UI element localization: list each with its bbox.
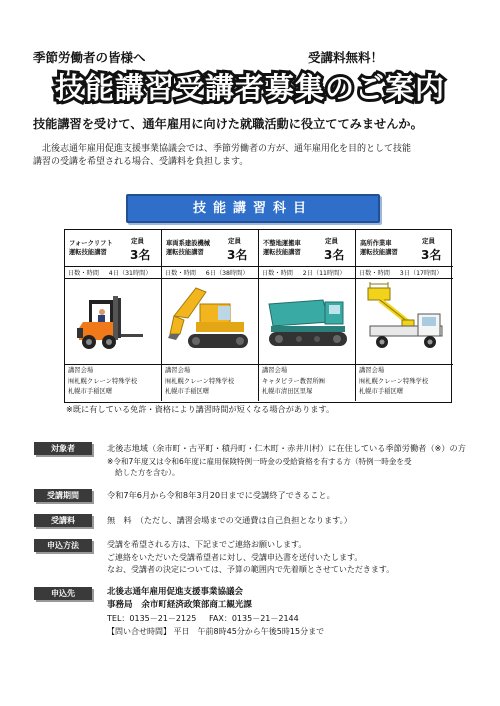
course-name xyxy=(69,239,129,257)
target-text: 北後志地域（余市町・古平町・積丹町・仁木町・赤井川村）に在住している季節労働者（※）の方 xyxy=(107,443,466,453)
duration-label: 日数・時間 xyxy=(165,270,196,277)
intro-paragraph xyxy=(33,143,473,169)
venue-label: 講習会場 xyxy=(359,367,385,374)
contact-label: 申込先 xyxy=(34,587,92,600)
period-label: 受講期間 xyxy=(34,489,92,502)
forklift-image xyxy=(69,282,158,362)
venue-address: 札幌市手稲区曙 xyxy=(359,388,404,395)
apply-label: 申込方法 xyxy=(34,539,92,552)
course-construction-machine xyxy=(162,230,259,401)
course-name-line-2: 運転技能講習 xyxy=(69,249,107,256)
target-note-line-1: ※令和7年度又は令和6年度に雇用保険特例一時金の受給資格を有する方（特例一時金を受 xyxy=(107,457,412,466)
course-duration xyxy=(68,268,160,277)
capacity-label: 定員 xyxy=(325,237,338,245)
fee-text: 無 料 （ただし、講習会場までの交通費は自己負担となります。） xyxy=(107,515,352,525)
course-name xyxy=(166,239,226,257)
contact-hours: 【問い合せ時間】 平日 午前8時45分から午後5時15分まで xyxy=(107,627,325,636)
course-forklift xyxy=(65,230,162,401)
course-name-line-2: 運転技能講習 xyxy=(360,249,398,256)
duration-value: 3日（17時間） xyxy=(399,270,443,277)
venue-address: 札幌市清田区里塚 xyxy=(262,388,313,395)
venue-label: 講習会場 xyxy=(68,367,94,374)
course-name xyxy=(360,239,420,257)
apply-line-3: なお、受講者の決定については、予算の範囲内で先着順とさせていただきます。 xyxy=(107,565,395,574)
apply-line-2: ご連絡をいただいた受講希望者に対し、受講申込書を送付いたします。 xyxy=(107,552,363,562)
venue-address: 札幌市手稲区曙 xyxy=(68,388,113,395)
course-name-line-1: 不整地運搬車 xyxy=(263,240,301,247)
aerial-work-platform-image xyxy=(360,282,449,362)
course-duration xyxy=(262,268,354,277)
duration-label: 日数・時間 xyxy=(262,270,293,277)
audience-text: 季節労働者の皆様へ xyxy=(33,50,146,65)
free-notice: 受講料無料！ xyxy=(308,50,384,65)
intro-line-2: 講習の受講を希望される場合、受講料を負担します。 xyxy=(33,157,249,167)
lead-text: 技能講習を受けて、通年雇用に向けた就職活動に役立ててみませんか。 xyxy=(33,117,423,131)
courses-note: ※既に有している免許・資格により講習時間が短くなる場合があります。 xyxy=(66,404,335,414)
courses-banner: 技能講習科目 xyxy=(126,194,380,223)
tel-number: TEL：0135－21－2125 xyxy=(107,614,197,623)
apply-text xyxy=(107,539,477,577)
venue-name: ㈲札幌クレーン特殊学校 xyxy=(359,377,429,385)
capacity-value: 3名 xyxy=(130,248,151,262)
capacity-value: 3名 xyxy=(227,248,248,262)
duration-label: 日数・時間 xyxy=(359,270,390,277)
capacity-value: 3名 xyxy=(324,248,345,262)
capacity-label: 定員 xyxy=(228,237,241,245)
intro-line-1: 北後志通年雇用促進支援事業協議会では、季節労働者の方が、通年雇用化を目的として技能 xyxy=(42,144,412,154)
venue-label: 講習会場 xyxy=(262,367,288,374)
page-title-text: 技能講習受講者募集のご案内 xyxy=(54,71,445,105)
capacity-value: 3名 xyxy=(421,248,442,262)
course-duration xyxy=(165,268,257,277)
course-venue xyxy=(359,366,428,398)
target-label: 対象者 xyxy=(34,442,92,455)
course-crawler-carrier xyxy=(259,230,356,401)
duration-value: 6日（38時間） xyxy=(205,270,249,277)
fax-number: FAX：0135－21－2144 xyxy=(209,614,299,623)
capacity-label: 定員 xyxy=(422,237,435,245)
target-note xyxy=(107,456,477,478)
contact-office xyxy=(107,599,477,612)
contact-phone xyxy=(107,612,477,625)
duration-value: 4日（31時間） xyxy=(108,270,152,277)
office-label: 事務局 xyxy=(107,600,133,610)
fee-label: 受講料 xyxy=(34,514,92,527)
duration-label: 日数・時間 xyxy=(68,270,99,277)
duration-value: 2日（11時間） xyxy=(302,270,346,277)
venue-label: 講習会場 xyxy=(165,367,191,374)
crawler-carrier-image xyxy=(263,282,352,362)
course-name-line-2: 運転技能講習 xyxy=(166,249,204,256)
course-name-line-1: 高所作業車 xyxy=(360,240,392,247)
course-duration xyxy=(359,268,451,277)
course-aerial-work-platform xyxy=(356,230,453,401)
capacity-label: 定員 xyxy=(131,237,144,245)
period-text: 令和7年6月から令和8年3月20日までに受講終了できること。 xyxy=(107,490,335,500)
course-venue xyxy=(165,366,234,398)
course-name-line-2: 運転技能講習 xyxy=(263,249,301,256)
page-title xyxy=(25,66,475,106)
venue-name: ㈲札幌クレーン特殊学校 xyxy=(68,377,138,385)
excavator-image xyxy=(166,282,255,362)
office-name: 余市町経済政策部商工観光課 xyxy=(141,600,252,610)
course-venue xyxy=(68,366,137,398)
contact-org: 北後志通年雇用促進支援事業協議会 xyxy=(107,587,244,597)
contact-block xyxy=(107,586,477,638)
venue-address: 札幌市手稲区曙 xyxy=(165,388,210,395)
course-name xyxy=(263,239,323,257)
course-name-line-1: 車両系建設機械 xyxy=(166,240,211,247)
course-name-line-1: フォークリフト xyxy=(69,240,113,247)
courses-table xyxy=(64,229,452,403)
venue-name: ㈲札幌クレーン特殊学校 xyxy=(165,377,235,385)
apply-line-1: 受講を希望される方は、下記までご連絡お願いします。 xyxy=(107,540,307,549)
venue-name: キャタピラー教習所㈱ xyxy=(262,377,325,385)
target-note-line-2: 給した方を含む）。 xyxy=(115,468,180,477)
course-venue xyxy=(262,366,325,398)
